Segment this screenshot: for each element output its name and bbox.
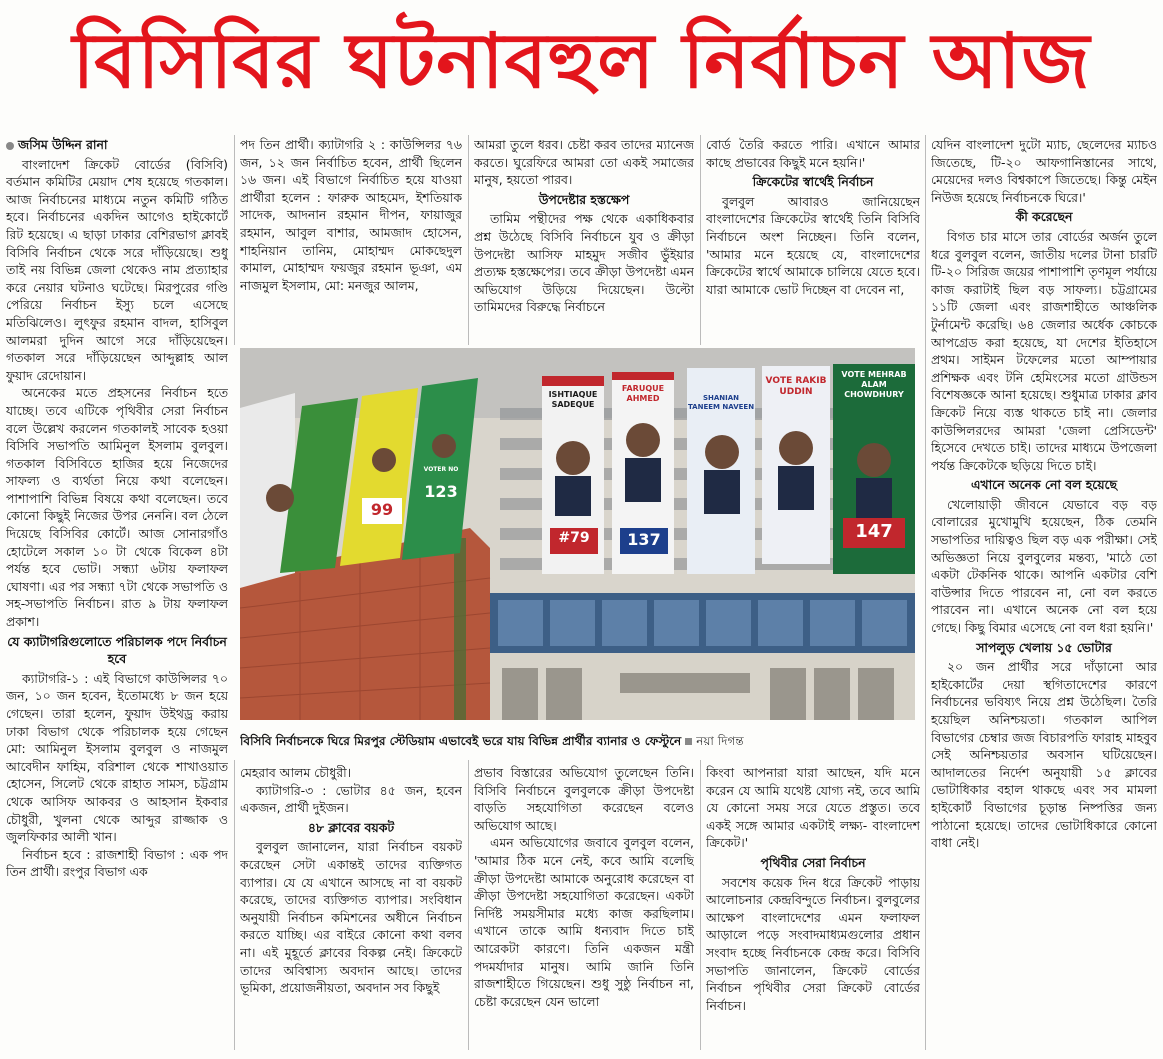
- paragraph: নির্বাচন হবে : রাজশাহী বিভাগ : এক পদ তিন প্রার্থী। রংপুর বিভাগ এক: [6, 846, 228, 880]
- column-rule: [234, 760, 235, 1050]
- paragraph: বাংলাদেশ ক্রিকেট বোর্ডের (বিসিবি) বর্তমান কমিটির মেয়াদ শেষ হয়েছে গতকাল। আজ নির্বাচনের মাধ্যমে নতুন কমিটি গঠিত হবে। নির্বাচনের একদিন আগেও হাইকোর্টে রিট হয়েছে। এ ছাড়া ঢাকার বেশিরভাগ ক্লাবই বিসিবি নির্বাচন থেকে সরে দাঁড়িয়েছে। শুধু তাই নয় বিভিন্ন জেলা থেকেও নাম প্রত্যাহার করে নেয়ার ঘটনাও ঘটেছে। মিরপুরের গণ্ডি পেরিয়ে নির্বাচন ইস্যু চলে এসেছে মতিঝিলেও। লুৎফুর রহমান বাদল, হাসিবুল আলমরা দুদিন আগে সরে দাঁড়িয়েছেন। গতকাল সরে দাঁড়িয়েছেন আব্দুল্লাহ আল ফুয়াদ রেদোয়ান।: [6, 156, 228, 383]
- subheading: ক্রিকেটের স্বার্থেই নির্বাচন: [752, 174, 874, 190]
- column-2-top: [240, 136, 462, 346]
- banner-label: VOTER NO: [423, 466, 459, 473]
- author-name: জসিম উদ্দিন রানা: [18, 137, 108, 152]
- voter-number: 147: [855, 521, 893, 542]
- paragraph: ক্যাটাগরি-৩ : ভোটার ৪৫ জন, হবেন একজন, প্রার্থী দুইজন।: [240, 782, 462, 816]
- column-4-bottom: [706, 764, 920, 1050]
- column-rule: [468, 760, 469, 1050]
- column-rule: [234, 135, 235, 345]
- column-3-bottom: [474, 764, 694, 1050]
- voter-number: #79: [558, 530, 590, 546]
- paragraph: অনেকের মতে প্রহসনের নির্বাচন হতে যাচ্ছে। তবে এটিকে পৃথিবীর সেরা নির্বাচন বলে উল্লেখ করলেন গতকালই সাবেক হওয়া বিসিবি সভাপতি আমিনুল ইসলাম বুলবুল। গতকাল বিসিবিতে হাজির হয়ে নিজেদের সাফল্য ও ব্যর্থতা নিয়ে কথা বলেছেন। পাশাপাশি বিভিন্ন বিষয়ে কথা বলেছেন। তবে কোনো কিছুই নিজের উপর নেননি। বল ঠেলে দিয়েছে বিসিবির কোর্টে। আজ সোনারগাঁও হোটেলে সকাল ১০ টা থেকে বিকেল ৪টা পর্যন্ত হবে ভোট। সন্ধ্যা ৬টায় ফলাফল ঘোষণা। এর পর সন্ধ্যা ৭টা থেকে সভাপতি ও সহ-সভাপতি নির্বাচন। রাত ৯ টায় ফলাফল প্রকাশ।: [6, 385, 228, 630]
- subheading: পৃথিবীর সেরা নির্বাচন: [760, 854, 866, 870]
- byline: [6, 136, 228, 154]
- column-rule: [468, 135, 469, 345]
- paragraph: আমরা তুলে ধরব। চেষ্টা করব তাদের ম্যানেজ করতে। ঘুরেফিরে আমরা তো একই সমাজের মানুষ, হয়তো পারব।: [474, 137, 694, 188]
- paragraph: বুলবুল জানালেন, যারা নির্বাচন বয়কট করেছেন সেটা একান্তই তাদের ব্যক্তিগত ব্যাপার। যে যে এখানে আসছে না বা বয়কট করেছে, তাদের ব্যক্তিগত ব্যাপার। সংবিধান অনুযায়ী নির্বাচন কমিশনের অধীনে নির্বাচন করতে যাচ্ছি। এর বাইরে কোনো কথা বলব না। এই মুহূর্তে ক্লাবের বিকল্প নেই। ক্রিকেটে তাদের অবিশ্বাস্য অবদান আছে। তাদের ভূমিকা, প্রয়োজনীয়তা, অবদান সব কিছুই: [240, 839, 462, 996]
- separator-icon: [685, 738, 692, 745]
- paragraph: ২০ জন প্রার্থীর সরে দাঁড়ানো আর হাইকোর্টের দেয়া স্থগিতাদেশের কারণে নির্বাচনের ভবিষ্যৎ নিয়ে প্রশ্ন উঠেছিল। তৈরি হয়েছিল অনিশ্চয়তা। গতকাল আপিল বিভাগের চেম্বার জজ বিচারপতি ফারাহ মাহবুব সেই অনিশ্চয়তার অবসান ঘটিয়েছেন। আদালতের নির্দেশ অনুযায়ী ১৫ ক্লাবের ভোটাধিকার বহাল থাকছে এবং সব মামলা হাইকোর্ট বিভাগের চূড়ান্ত নিষ্পত্তির জন্য পাঠানো হয়েছে। তাদের ভোটাধিকারে কোনো বাধা নেই।: [931, 659, 1157, 851]
- paragraph: বুলবুল আবারও জানিয়েছেন বাংলাদেশের ক্রিকেটের স্বার্থেই তিনি বিসিবি নির্বাচনে অংশ নিচ্ছেন। তিনি বলেন, 'আমার মনে হয়েছে যে, বাংলাদেশের ক্রিকেটের স্বার্থে আমাকে চালিয়ে যেতে হবে। যারা আমাকে ভোট দিচ্ছেন বা দেবেন না,: [706, 193, 920, 297]
- subheading: ৪৮ ক্লাবের বয়কট: [307, 819, 395, 835]
- paragraph: তামিম পন্থীদের পক্ষ থেকে একাধিকবার প্রশ্ন উঠেছে বিসিবি নির্বাচনে যুব ও ক্রীড়া উপদেষ্টা আসিফ মাহমুদ সজীব ভুঁইয়ার প্রত্যক্ষ হস্তক্ষেপের। তবে ক্রীড়া উপদেষ্টা এমন অভিযোগ উড়িয়ে দিয়েছেন। উল্টো তামিমদের বিরুদ্ধে নির্বাচনে: [474, 211, 694, 315]
- voter-number: 137: [627, 530, 661, 549]
- column-4-top: [706, 136, 920, 346]
- paragraph: বোর্ড তৈরি করতে পারি। এখানে আমার কাছে প্রভাবের কিছুই মনে হয়নি।': [706, 137, 920, 170]
- subheading: যে ক্যাটাগরিগুলোতে পরিচালক পদে নির্বাচন হবে: [7, 633, 227, 667]
- column-rule: [700, 760, 701, 1050]
- caption-text: বিসিবি নির্বাচনকে ঘিরে মিরপুর স্টেডিয়াম এভাবেই ভরে যায় বিভিন্ন প্রার্থীর ব্যানার ও ফেস্টুনে: [240, 734, 682, 748]
- paragraph: কিংবা আপনারা যারা আছেন, যদি মনে করেন যে আমি যথেষ্ট যোগ্য নই, তবে আমি যে কোনো সময় সরে যেতে প্রস্তুত। তবে একই সঙ্গে আমার একটাই লক্ষ্য- বাংলাদেশ ক্রিকেট।': [706, 765, 920, 851]
- column-3-top: [474, 136, 694, 346]
- column-rule: [700, 135, 701, 345]
- paragraph: ক্যাটাগরি-১ : এই বিভাগে কাউন্সিলর ৭০ জন, ১০ জন হবেন, ইতোমধ্যে ৮ জন হয়ে গেছেন। তারা হলেন, ফুয়াদ উইথড্র করায় ঢাকা বিভাগ থেকে পরিচালক হয়ে গেছেন মো: আমিনুল ইসলাম বুলবুল ও নাজমুল আবেদীন ফাহিম, বরিশাল থেকে শাখাওয়াত হোসেন, সিলেট থেকে রাহাত সামস, চট্টগ্রাম থেকে আসিফ আকবর ও আহসান ইকবার চৌধুরী, খুলনা থেকে আব্দুর রাজ্জাক ও জুলফিকার আলী খান।: [6, 670, 228, 845]
- paragraph: বিগত চার মাসে তার বোর্ডের অর্জন তুলে ধরে বুলবুল বলেন, জাতীয় দলের টানা চারটি টি-২০ সিরিজ জয়ের পাশাপাশি তৃণমূল পর্যায়ে কাজ করাটাই ছিল বড় সাফল্য। চট্টগ্রামের ১১টি জেলা এবং রাজশাহীতে আঞ্চলিক টুর্নামেন্ট করেছি। ৬৪ জেলার অর্ধেক কোচকে আপগ্রেড করা হয়েছে, যা দেশের ইতিহাসে প্রথম। সাইমন টফেলের মতো আম্পায়ার প্রশিক্ষক এবং টনি হেমিংসের মতো গ্রাউন্ডস বিশেষজ্ঞকে আনা হয়েছে। শুধুমাত্র ঢাকার ক্লাব ক্রিকেট নিয়ে ব্যস্ত থাকতে চাই না। জেলার কাউন্সিলরদের আমরা 'জেলা প্রেসিডেন্ট' হিসেবে দেখতে চাই। তাদের মাধ্যমে উপজেলা পর্যন্ত ক্রিকেটকে ছড়িয়ে দিতে চাই।: [931, 228, 1157, 473]
- column-rule: [925, 135, 926, 1050]
- paragraph: পদ তিন প্রার্থী। ক্যাটাগরি ২ : কাউন্সিলর ৭৬ জন, ১২ জন নির্বাচিত হবেন, প্রার্থী ছিলেন ১৬ জন। এই বিভাগে নির্বাচিত হয়ে যাওয়া প্রার্থীরা হলেন : ফারুক আহমেদ, ইশতিয়াক সাদেক, আদনান রহমান দীপন, ফায়াজুর রহমান, আবুল বাশার, আমজাদ হোসেন, শাহনিয়ান তানিম, মোহাম্মদ মোকছেদুল কামাল, মোহাম্মদ ফয়জুর রহমান ভূঞা, এম নাজমুল ইসলাম, মো: মনজুর আলম,: [240, 137, 462, 293]
- voter-number: 99: [370, 500, 394, 519]
- banner-label: ISHTIAQUE SADEQUE: [548, 390, 598, 409]
- column-5: [931, 136, 1157, 1049]
- paragraph: মেহরাব আলম চৌধুরী।: [240, 765, 352, 780]
- column-2-bottom: [240, 764, 462, 1050]
- banner-label: VOTE MEHRAB ALAM CHOWDHURY: [841, 370, 907, 399]
- photo-credit: নয়া দিগন্ত: [696, 734, 744, 748]
- paragraph: এমন অভিযোগের জবাবে বুলবুল বলেন, 'আমার ঠিক মনে নেই, কবে আমি বলেছি ক্রীড়া উপদেষ্টা আমাকে অনুরোধ করেছেন বা ক্রীড়া উপদেষ্টা সহযোগিতা করেছেন। একটা নির্দিষ্ট সময়সীমার মধ্যে কাজ করছিলাম। এখানে তাকে আমি ধন্যবাদ দিতে চাই আরেকটা কারণে। তিনি একজন মন্ত্রী পদমর্যাদার মানুষ। আমি জানি তিনি রাজশাহীতে গিয়েছেন। শুধু সুষ্ঠু নির্বাচন না, চেষ্টা করেছেন যেন ভালো: [474, 835, 694, 1009]
- column-1: [6, 136, 228, 1049]
- subheading: সাপলুড় খেলায় ১৫ ভোটার: [976, 639, 1112, 655]
- subheading: এখানে অনেক নো বল হয়েছে: [971, 477, 1117, 493]
- banner-label: FARUQUE AHMED: [621, 384, 665, 403]
- subheading: কী করেছেন: [1015, 209, 1073, 225]
- paragraph: সবশেষ কয়েক দিন ধরে ক্রিকেট পাড়ায় আলোচনার কেন্দ্রবিন্দুতে নির্বাচন। বুলবুলের আক্ষেপ বাংলাদেশের এমন ফলাফল আড়ালে পড়ে সংবাদমাধ্যমগুলোর প্রধান সংবাদ হচ্ছে নির্বাচনকে কেন্দ্র করে। বিসিবি সভাপতি জানালেন, ক্রিকেট বোর্ডের নির্বাচন পৃথিবীর সেরা ক্রিকেট বোর্ডের নির্বাচন।: [706, 874, 920, 1013]
- headline: বিসিবির ঘটনাবহুল নির্বাচন আজ: [72, 16, 1091, 105]
- paragraph: প্রভাব বিস্তারের অভিযোগ তুলেছেন তিনি। বিসিবি নির্বাচনে বুলবুলকে ক্রীড়া উপদেষ্টা বাড়তি সহযোগিতা করেছেন বলেও অভিযোগ আছে।: [474, 765, 694, 833]
- voter-number: 123: [424, 482, 458, 501]
- paragraph: খেলোয়াড়ী জীবনে যেভাবে বড় বড় বোলারের মুখোমুখি হয়েছেন, ঠিক তেমনি সভাপতির দায়িত্বও ছিল বড় এক পরীক্ষা। সেই অভিজ্ঞতা নিয়ে বুলবুলের মন্তব্য, 'মাঠে তো একটা টেকনিক থাকে। আপনি একটার বেশি বাউন্সার দিতে পারবেন না, নো বল করতে পারবেন না। এখানে অনেক নো বল হয়ে গেছে। কিছু বিমার এসেছে নো বল ধরা হয়নি।': [931, 496, 1157, 636]
- paragraph: যেদিন বাংলাদেশ দুটো ম্যাচ, ছেলেদের ম্যাচও জিতেছে, টি-২০ আফগানিস্তানের সাথে, মেয়েদের দলও বিশ্বকাপে জিতেছে। কিন্তু মেইন নিউজ হয়েছে নির্বাচনকে ঘিরে।': [931, 137, 1157, 205]
- banner-label: SHANIAN TANEEM NAVEEN: [687, 394, 755, 411]
- banner-label: VOTE RAKIB UDDIN: [765, 376, 827, 397]
- stadium-photo: [240, 348, 915, 720]
- photo-caption: [240, 730, 915, 752]
- subheading: উপদেষ্টার হস্তক্ষেপ: [538, 191, 630, 207]
- bullet-icon: [6, 142, 14, 150]
